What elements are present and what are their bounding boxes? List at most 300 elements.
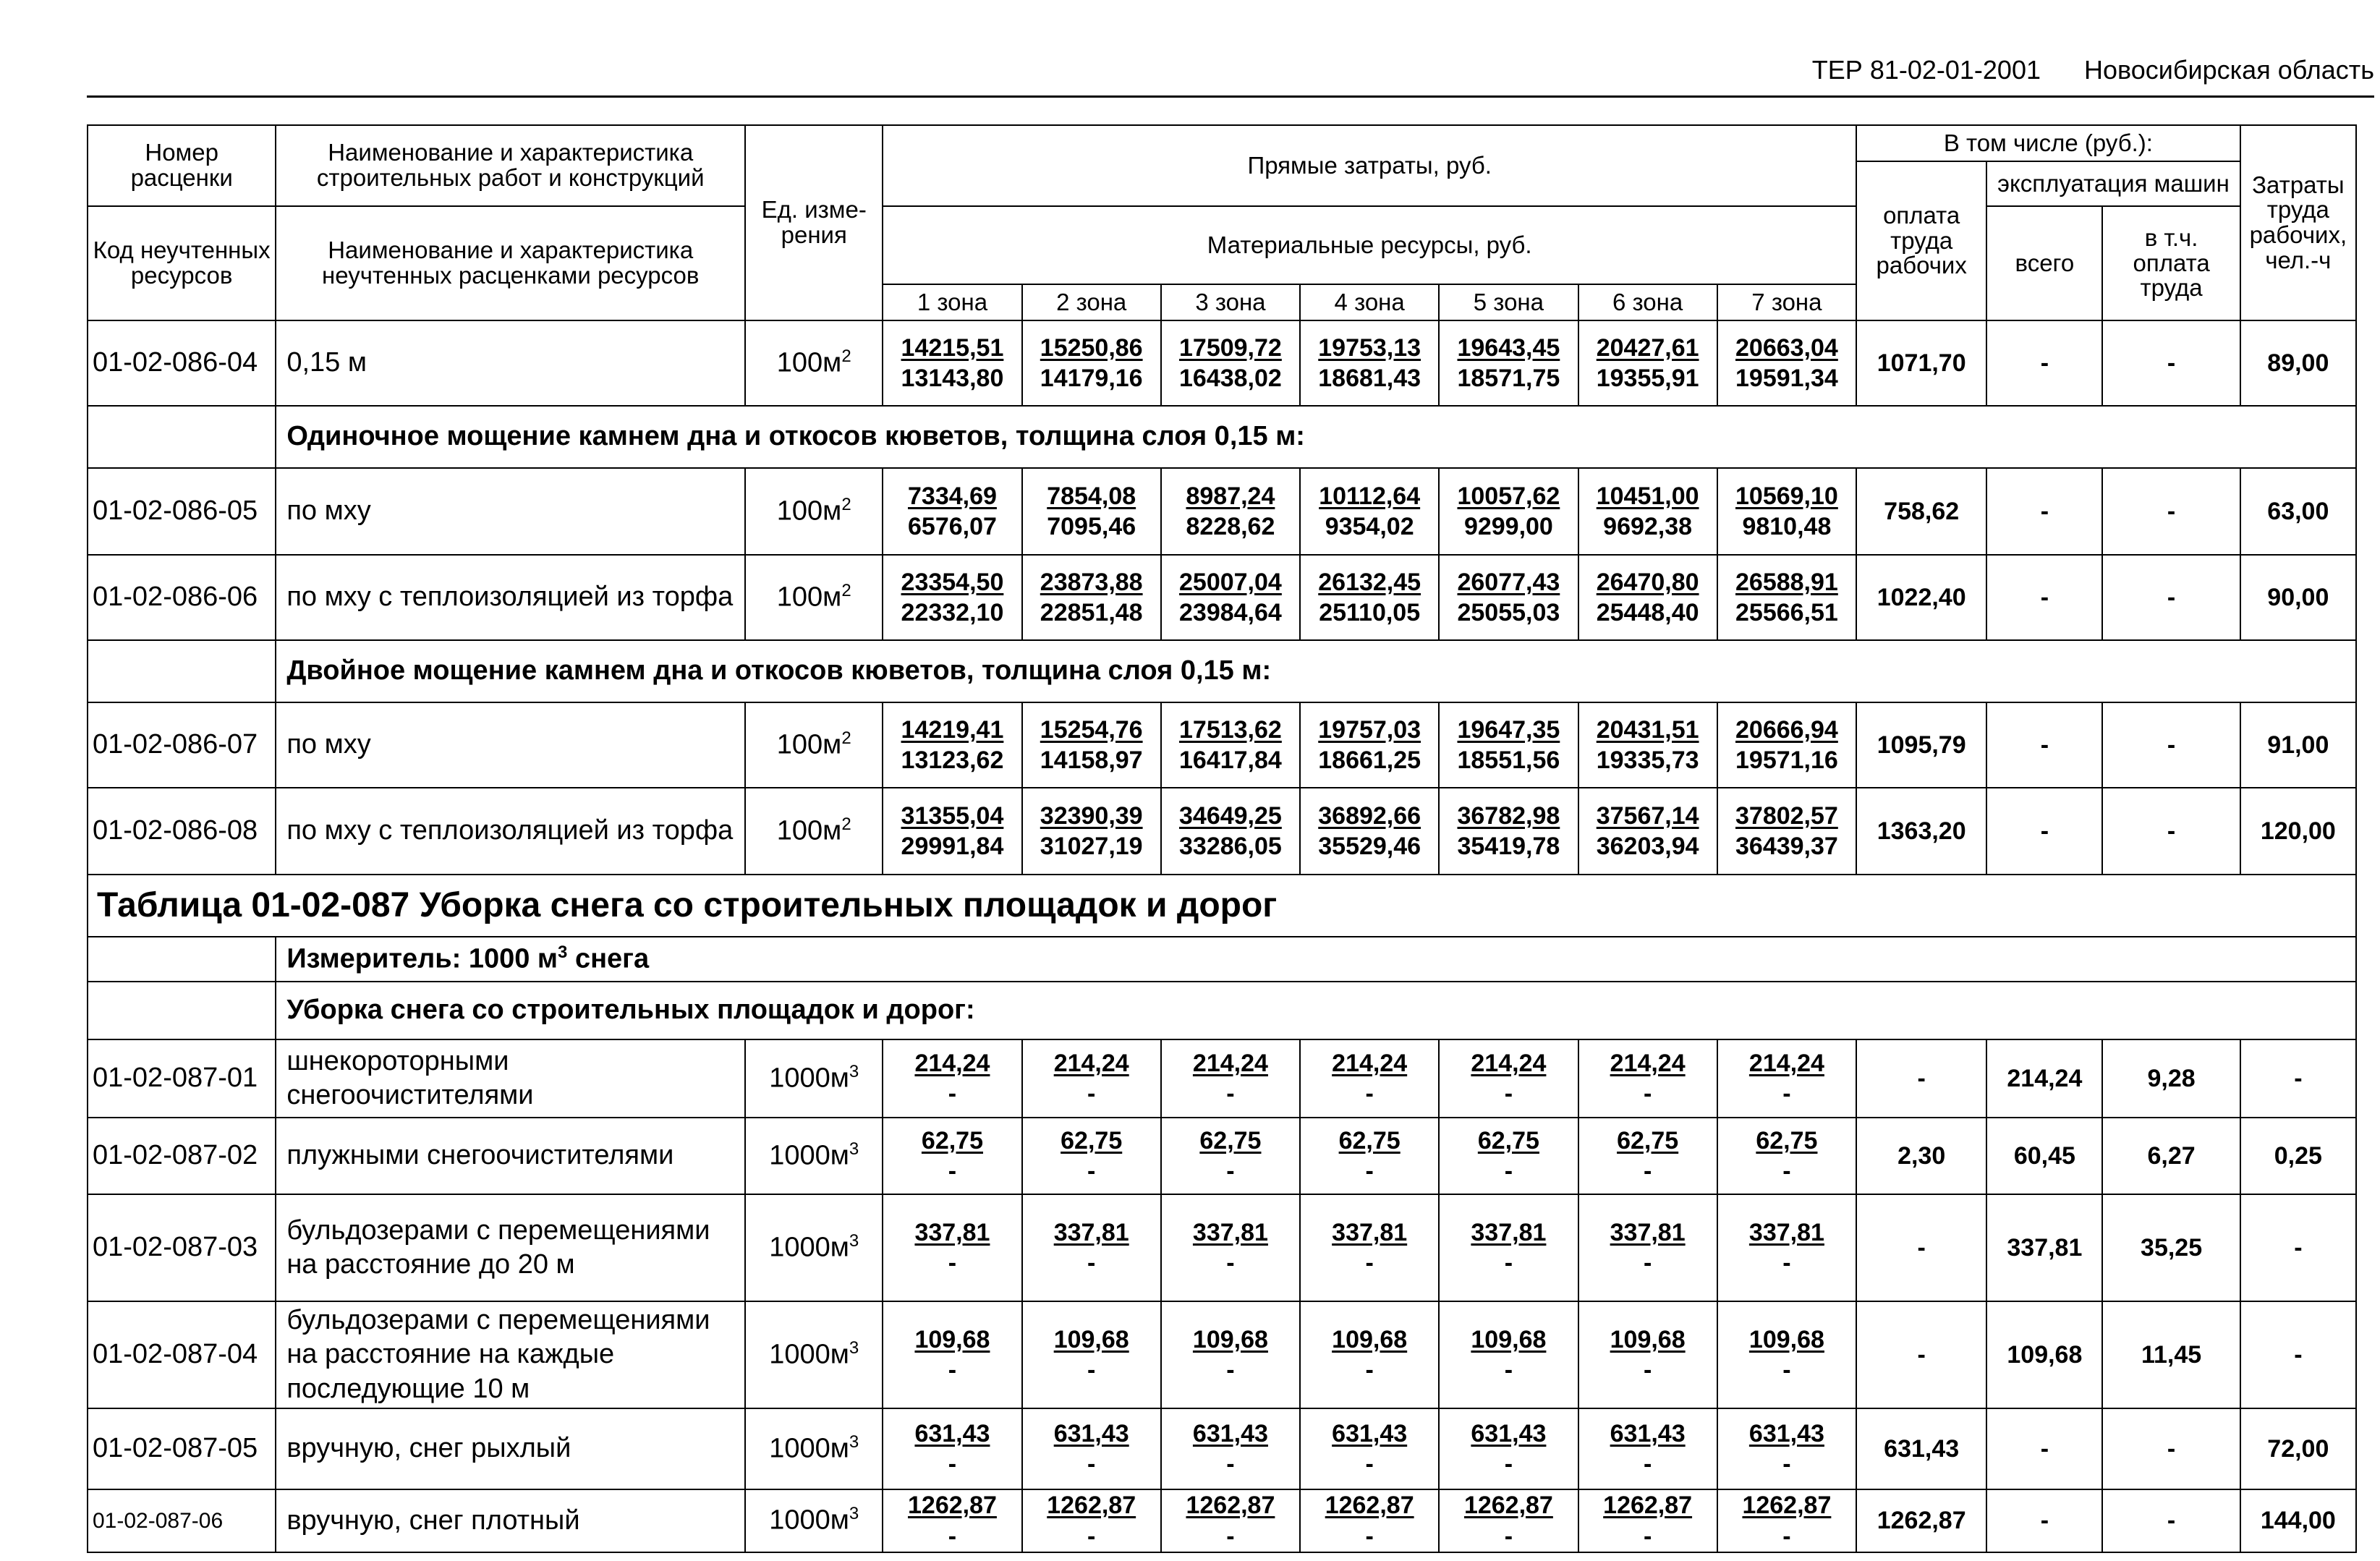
- page-header: [0, 55, 2374, 85]
- zone-2-cost: [1022, 1301, 1161, 1408]
- zone-7-cost: [1717, 1301, 1856, 1408]
- zone-5-cost: [1439, 1301, 1578, 1408]
- direct-cost: 10569,10: [1735, 482, 1838, 510]
- machine-total: -: [1986, 468, 2102, 555]
- header-zone-1: 1 зона: [883, 284, 1021, 320]
- zone-4-cost: [1300, 1301, 1439, 1408]
- unit-cell: [745, 1118, 883, 1194]
- zone-1-cost: [883, 320, 1021, 406]
- zone-3-cost: [1161, 555, 1300, 640]
- direct-cost: 631,43: [1332, 1419, 1408, 1447]
- zone-4-cost: [1300, 1039, 1439, 1118]
- machine-total: 109,68: [1986, 1301, 2102, 1408]
- direct-cost: 337,81: [1332, 1218, 1408, 1246]
- material-cost: 18681,43: [1318, 365, 1421, 392]
- zone-3-cost: [1161, 1408, 1300, 1489]
- header-zone-6: 6 зона: [1578, 284, 1717, 320]
- direct-cost: 36782,98: [1457, 801, 1560, 830]
- material-cost: 19591,34: [1735, 365, 1838, 392]
- zone-2-cost: [1022, 555, 1161, 640]
- region-name: Новосибирская область: [2084, 55, 2374, 85]
- unit-text: 100м: [776, 347, 842, 378]
- table-row: [88, 468, 2356, 555]
- material-cost: 9810,48: [1742, 513, 1832, 540]
- zone-3-cost: [1161, 1194, 1300, 1301]
- machine-total: -: [1986, 702, 2102, 788]
- rate-code: 01-02-086-07: [88, 702, 276, 788]
- unit-cell: [745, 555, 883, 640]
- zone-3-cost: [1161, 1489, 1300, 1552]
- direct-cost: 62,75: [1617, 1126, 1679, 1154]
- direct-cost: 36892,66: [1318, 801, 1421, 830]
- measure-label: [276, 937, 2356, 982]
- machine-total: -: [1986, 788, 2102, 875]
- material-cost: -: [1226, 1356, 1235, 1384]
- table-row: [88, 702, 2356, 788]
- material-cost: 16438,02: [1179, 365, 1282, 392]
- rate-code: 01-02-087-04: [88, 1301, 276, 1408]
- zone-2-cost: [1022, 1489, 1161, 1552]
- header-zone-7: 7 зона: [1717, 284, 1856, 320]
- direct-cost: 1262,87: [1742, 1492, 1832, 1519]
- material-cost: -: [1365, 1450, 1374, 1478]
- direct-cost: 109,68: [914, 1325, 990, 1353]
- zone-3-cost: [1161, 702, 1300, 788]
- material-cost: 25055,03: [1457, 599, 1560, 626]
- zone-7-cost: [1717, 788, 1856, 875]
- rate-code: 01-02-087-03: [88, 1194, 276, 1301]
- table-header: [88, 125, 2356, 320]
- zone-6-cost: [1578, 1194, 1717, 1301]
- zone-2-cost: [1022, 788, 1161, 875]
- machine-labor: -: [2102, 468, 2240, 555]
- direct-cost: 109,68: [1610, 1325, 1686, 1353]
- direct-cost: 19757,03: [1318, 715, 1421, 744]
- labor-hours: 120,00: [2240, 788, 2356, 875]
- zone-6-cost: [1578, 1118, 1717, 1194]
- unit-cell: [745, 468, 883, 555]
- direct-cost: 26470,80: [1596, 568, 1699, 596]
- rate-code: 01-02-087-06: [88, 1489, 276, 1552]
- material-cost: 9692,38: [1603, 513, 1693, 540]
- material-cost: 6576,07: [908, 513, 997, 540]
- labor-hours: -: [2240, 1194, 2356, 1301]
- labor-hours: 89,00: [2240, 320, 2356, 406]
- direct-cost: 631,43: [1053, 1419, 1129, 1447]
- unit-text: 1000м: [769, 1232, 849, 1263]
- material-cost: 31027,19: [1040, 833, 1143, 860]
- direct-cost: 23873,88: [1040, 568, 1143, 596]
- direct-cost: 7854,08: [1047, 482, 1136, 510]
- direct-cost: 20431,51: [1596, 715, 1699, 744]
- direct-cost: 7334,69: [908, 482, 997, 510]
- zone-1-cost: [883, 1118, 1021, 1194]
- material-cost: 18571,75: [1457, 365, 1560, 392]
- rate-code: 01-02-087-01: [88, 1039, 276, 1118]
- machine-total: -: [1986, 320, 2102, 406]
- zone-6-cost: [1578, 468, 1717, 555]
- unit-cell: [745, 1408, 883, 1489]
- direct-cost: 631,43: [1192, 1419, 1268, 1447]
- table-row: [88, 320, 2356, 406]
- unit-exponent: 2: [841, 494, 851, 514]
- material-cost: -: [1226, 1157, 1235, 1185]
- zone-6-cost: [1578, 702, 1717, 788]
- machine-labor: 35,25: [2102, 1194, 2240, 1301]
- direct-cost: 1262,87: [1463, 1492, 1553, 1519]
- direct-cost: 337,81: [914, 1218, 990, 1246]
- unit-text: 100м: [776, 582, 842, 613]
- zone-1-cost: [883, 1489, 1021, 1552]
- labor-hours: 91,00: [2240, 702, 2356, 788]
- zone-7-cost: [1717, 468, 1856, 555]
- zone-7-cost: [1717, 1118, 1856, 1194]
- zone-4-cost: [1300, 320, 1439, 406]
- material-cost: -: [948, 1249, 957, 1277]
- direct-cost: 31355,04: [901, 801, 1004, 830]
- unit-text: 1000м: [769, 1339, 849, 1370]
- work-name: по мху с теплоизоляцией из торфа: [276, 788, 745, 875]
- material-cost: 25110,05: [1319, 599, 1421, 626]
- material-cost: 14179,16: [1040, 365, 1143, 392]
- header-machine-operation: эксплуатация машин: [1986, 161, 2240, 206]
- direct-cost: 631,43: [1610, 1419, 1686, 1447]
- work-name: по мху с теплоизоляцией из торфа: [276, 555, 745, 640]
- section-heading: Уборка снега со строительных площадок и дорог:: [276, 982, 2356, 1039]
- header-resource-name: Наименование и характеристика неучтенных расценками ресурсов: [276, 206, 745, 320]
- direct-cost: 1262,87: [1603, 1492, 1693, 1519]
- machine-labor: -: [2102, 1489, 2240, 1552]
- material-cost: -: [1226, 1080, 1235, 1107]
- labor-hours: 0,25: [2240, 1118, 2356, 1194]
- work-name: бульдозерами с перемещениями на расстояние на каждые последующие 10 м: [276, 1301, 745, 1408]
- work-name: шнекороторными снегоочистителями: [276, 1039, 745, 1118]
- section-empty-code: [88, 640, 276, 702]
- material-cost: -: [1643, 1356, 1652, 1384]
- material-cost: -: [1365, 1157, 1374, 1185]
- zone-7-cost: [1717, 702, 1856, 788]
- direct-cost: 10112,64: [1319, 482, 1421, 510]
- zone-4-cost: [1300, 555, 1439, 640]
- machine-labor: 9,28: [2102, 1039, 2240, 1118]
- machine-labor: -: [2102, 788, 2240, 875]
- material-cost: -: [1226, 1450, 1235, 1478]
- direct-cost: 62,75: [1338, 1126, 1401, 1154]
- zone-4-cost: [1300, 1118, 1439, 1194]
- table-title-row: [88, 875, 2356, 937]
- material-cost: -: [1504, 1157, 1513, 1185]
- material-cost: 18661,25: [1318, 747, 1421, 774]
- machine-labor: 11,45: [2102, 1301, 2240, 1408]
- material-cost: -: [1504, 1249, 1513, 1277]
- direct-cost: 37802,57: [1735, 801, 1838, 830]
- material-cost: -: [948, 1522, 957, 1550]
- machine-total: -: [1986, 1408, 2102, 1489]
- zone-7-cost: [1717, 1039, 1856, 1118]
- zone-1-cost: [883, 788, 1021, 875]
- direct-cost: 26588,91: [1735, 568, 1838, 596]
- zone-5-cost: [1439, 702, 1578, 788]
- table-row: [88, 1489, 2356, 1552]
- rates-table: [87, 124, 2357, 1553]
- zone-7-cost: [1717, 1194, 1856, 1301]
- table-row: [88, 1039, 2356, 1118]
- zone-5-cost: [1439, 788, 1578, 875]
- direct-cost: 214,24: [1748, 1049, 1824, 1077]
- labor-hours: -: [2240, 1301, 2356, 1408]
- measure-tail: снега: [567, 943, 650, 974]
- zone-3-cost: [1161, 320, 1300, 406]
- material-cost: -: [1643, 1157, 1652, 1185]
- zone-6-cost: [1578, 1301, 1717, 1408]
- header-unit: Ед. изме-рения: [745, 125, 883, 320]
- section-empty-code: [88, 406, 276, 468]
- direct-cost: 10057,62: [1457, 482, 1560, 510]
- section-row: [88, 640, 2356, 702]
- material-cost: 8228,62: [1186, 513, 1275, 540]
- zone-4-cost: [1300, 1489, 1439, 1552]
- unit-exponent: 3: [849, 1432, 859, 1452]
- direct-cost: 1262,87: [1186, 1492, 1275, 1519]
- zone-6-cost: [1578, 1039, 1717, 1118]
- rate-code: 01-02-086-06: [88, 555, 276, 640]
- direct-cost: 26077,43: [1457, 568, 1560, 596]
- direct-cost: 214,24: [914, 1049, 990, 1077]
- unit-exponent: 2: [841, 814, 851, 834]
- zone-2-cost: [1022, 468, 1161, 555]
- zone-3-cost: [1161, 468, 1300, 555]
- direct-cost: 14219,41: [901, 715, 1004, 744]
- direct-cost: 19753,13: [1318, 333, 1421, 362]
- zone-3-cost: [1161, 1118, 1300, 1194]
- unit-text: 1000м: [769, 1140, 849, 1171]
- zone-1-cost: [883, 555, 1021, 640]
- labor-pay: 1363,20: [1856, 788, 1986, 875]
- direct-cost: 17509,72: [1179, 333, 1282, 362]
- zone-4-cost: [1300, 788, 1439, 875]
- unit-exponent: 2: [841, 346, 851, 366]
- doc-code: ТЕР 81-02-01-2001: [1811, 55, 2041, 85]
- zone-6-cost: [1578, 320, 1717, 406]
- section-row: [88, 982, 2356, 1039]
- measure-text: Измеритель: 1000 м: [286, 943, 558, 974]
- labor-pay: 1095,79: [1856, 702, 1986, 788]
- direct-cost: 34649,25: [1179, 801, 1282, 830]
- zone-5-cost: [1439, 1194, 1578, 1301]
- table-row: [88, 1301, 2356, 1408]
- header-zone-5: 5 зона: [1439, 284, 1578, 320]
- material-cost: -: [1504, 1356, 1513, 1384]
- material-cost: -: [1643, 1522, 1652, 1550]
- material-cost: 14158,97: [1040, 747, 1143, 774]
- labor-pay: -: [1856, 1039, 1986, 1118]
- machine-labor: -: [2102, 702, 2240, 788]
- direct-cost: 10451,00: [1596, 482, 1699, 510]
- header-direct-costs: Прямые затраты, руб.: [883, 125, 1856, 206]
- zone-5-cost: [1439, 1408, 1578, 1489]
- work-name: по мху: [276, 468, 745, 555]
- section-empty-code: [88, 982, 276, 1039]
- material-cost: -: [1782, 1522, 1791, 1550]
- unit-text: 1000м: [769, 1063, 849, 1094]
- zone-2-cost: [1022, 1039, 1161, 1118]
- material-cost: 29991,84: [901, 833, 1004, 860]
- unit-cell: [745, 1039, 883, 1118]
- zone-4-cost: [1300, 468, 1439, 555]
- header-material-resources: Материальные ресурсы, руб.: [883, 206, 1856, 284]
- direct-cost: 337,81: [1192, 1218, 1268, 1246]
- header-zone-3: 3 зона: [1161, 284, 1300, 320]
- material-cost: 19355,91: [1596, 365, 1699, 392]
- header-machine-total: всего: [1986, 206, 2102, 320]
- zone-1-cost: [883, 1194, 1021, 1301]
- unit-exponent: 2: [841, 580, 851, 600]
- zone-7-cost: [1717, 555, 1856, 640]
- direct-cost: 214,24: [1053, 1049, 1129, 1077]
- material-cost: 18551,56: [1457, 747, 1560, 774]
- zone-7-cost: [1717, 1489, 1856, 1552]
- direct-cost: 19647,35: [1457, 715, 1560, 744]
- table-row: [88, 1408, 2356, 1489]
- direct-cost: 214,24: [1332, 1049, 1408, 1077]
- section-heading: Одиночное мощение камнем дна и откосов кюветов, толщина слоя 0,15 м:: [276, 406, 2356, 468]
- rate-code: 01-02-087-02: [88, 1118, 276, 1194]
- direct-cost: 214,24: [1471, 1049, 1547, 1077]
- direct-cost: 25007,04: [1179, 568, 1282, 596]
- direct-cost: 337,81: [1471, 1218, 1547, 1246]
- material-cost: 9299,00: [1463, 513, 1553, 540]
- direct-cost: 62,75: [1061, 1126, 1123, 1154]
- material-cost: 25566,51: [1735, 599, 1838, 626]
- direct-cost: 214,24: [1610, 1049, 1686, 1077]
- zone-2-cost: [1022, 1118, 1161, 1194]
- work-name: 0,15 м: [276, 320, 745, 406]
- material-cost: 19571,16: [1735, 747, 1838, 774]
- material-cost: 25448,40: [1596, 599, 1699, 626]
- direct-cost: 15250,86: [1040, 333, 1143, 362]
- rate-code: 01-02-086-08: [88, 788, 276, 875]
- direct-cost: 337,81: [1748, 1218, 1824, 1246]
- table-row: [88, 1194, 2356, 1301]
- measure-exponent: 3: [558, 942, 568, 962]
- header-including: В том числе (руб.):: [1856, 125, 2240, 161]
- labor-hours: -: [2240, 1039, 2356, 1118]
- work-name: по мху: [276, 702, 745, 788]
- material-cost: -: [948, 1157, 957, 1185]
- zone-2-cost: [1022, 1194, 1161, 1301]
- material-cost: -: [1087, 1157, 1096, 1185]
- header-machine-labor: в т.ч. оплата труда: [2102, 206, 2240, 320]
- header-rate-number: Номер расценки: [88, 125, 276, 206]
- table-row: [88, 1118, 2356, 1194]
- material-cost: -: [1782, 1080, 1791, 1107]
- machine-total: 337,81: [1986, 1194, 2102, 1301]
- material-cost: 13123,62: [901, 747, 1004, 774]
- unit-cell: [745, 320, 883, 406]
- unit-exponent: 3: [849, 1230, 859, 1251]
- zone-7-cost: [1717, 1408, 1856, 1489]
- direct-cost: 631,43: [1471, 1419, 1547, 1447]
- direct-cost: 17513,62: [1179, 715, 1282, 744]
- zone-1-cost: [883, 1301, 1021, 1408]
- unit-text: 100м: [776, 815, 842, 846]
- direct-cost: 62,75: [1756, 1126, 1818, 1154]
- direct-cost: 23354,50: [901, 568, 1004, 596]
- rate-code: 01-02-086-04: [88, 320, 276, 406]
- unit-cell: [745, 1301, 883, 1408]
- table-row: [88, 788, 2356, 875]
- direct-cost: 32390,39: [1040, 801, 1143, 830]
- material-cost: -: [948, 1356, 957, 1384]
- zone-5-cost: [1439, 1039, 1578, 1118]
- material-cost: -: [1504, 1080, 1513, 1107]
- direct-cost: 109,68: [1471, 1325, 1547, 1353]
- material-cost: 22332,10: [901, 599, 1004, 626]
- table-body: [88, 320, 2356, 1552]
- machine-total: 60,45: [1986, 1118, 2102, 1194]
- direct-cost: 20666,94: [1735, 715, 1838, 744]
- material-cost: 9354,02: [1325, 513, 1414, 540]
- direct-cost: 1262,87: [908, 1492, 997, 1519]
- material-cost: -: [1504, 1522, 1513, 1550]
- direct-cost: 26132,45: [1318, 568, 1421, 596]
- direct-cost: 62,75: [1477, 1126, 1539, 1154]
- direct-cost: 37567,14: [1596, 801, 1699, 830]
- zone-3-cost: [1161, 1301, 1300, 1408]
- machine-labor: -: [2102, 555, 2240, 640]
- direct-cost: 631,43: [1748, 1419, 1824, 1447]
- material-cost: -: [1087, 1356, 1096, 1384]
- zone-6-cost: [1578, 1408, 1717, 1489]
- unit-text: 100м: [776, 729, 842, 760]
- table-title: Таблица 01-02-087 Уборка снега со строительных площадок и дорог: [88, 875, 2356, 937]
- labor-hours: 63,00: [2240, 468, 2356, 555]
- header-zone-2: 2 зона: [1022, 284, 1161, 320]
- work-name: бульдозерами с перемещениями на расстояние до 20 м: [276, 1194, 745, 1301]
- zone-5-cost: [1439, 1118, 1578, 1194]
- material-cost: 19335,73: [1596, 747, 1699, 774]
- direct-cost: 214,24: [1192, 1049, 1268, 1077]
- material-cost: -: [1782, 1450, 1791, 1478]
- zone-6-cost: [1578, 788, 1717, 875]
- machine-labor: 6,27: [2102, 1118, 2240, 1194]
- labor-pay: 631,43: [1856, 1408, 1986, 1489]
- zone-2-cost: [1022, 320, 1161, 406]
- zone-3-cost: [1161, 788, 1300, 875]
- material-cost: -: [948, 1080, 957, 1107]
- labor-pay: 1262,87: [1856, 1489, 1986, 1552]
- unit-exponent: 2: [841, 728, 851, 748]
- rate-code: 01-02-086-05: [88, 468, 276, 555]
- direct-cost: 109,68: [1192, 1325, 1268, 1353]
- work-name: плужными снегоочистителями: [276, 1118, 745, 1194]
- material-cost: 7095,46: [1047, 513, 1136, 540]
- zone-1-cost: [883, 1408, 1021, 1489]
- direct-cost: 20427,61: [1596, 333, 1699, 362]
- labor-pay: 2,30: [1856, 1118, 1986, 1194]
- table-row: [88, 555, 2356, 640]
- material-cost: -: [1643, 1249, 1652, 1277]
- zone-4-cost: [1300, 1408, 1439, 1489]
- direct-cost: 1262,87: [1047, 1492, 1136, 1519]
- work-name: вручную, снег рыхлый: [276, 1408, 745, 1489]
- zone-1-cost: [883, 1039, 1021, 1118]
- direct-cost: 109,68: [1332, 1325, 1408, 1353]
- zone-6-cost: [1578, 555, 1717, 640]
- unit-cell: [745, 1489, 883, 1552]
- direct-cost: 109,68: [1748, 1325, 1824, 1353]
- rates-table-container: [87, 124, 2357, 1550]
